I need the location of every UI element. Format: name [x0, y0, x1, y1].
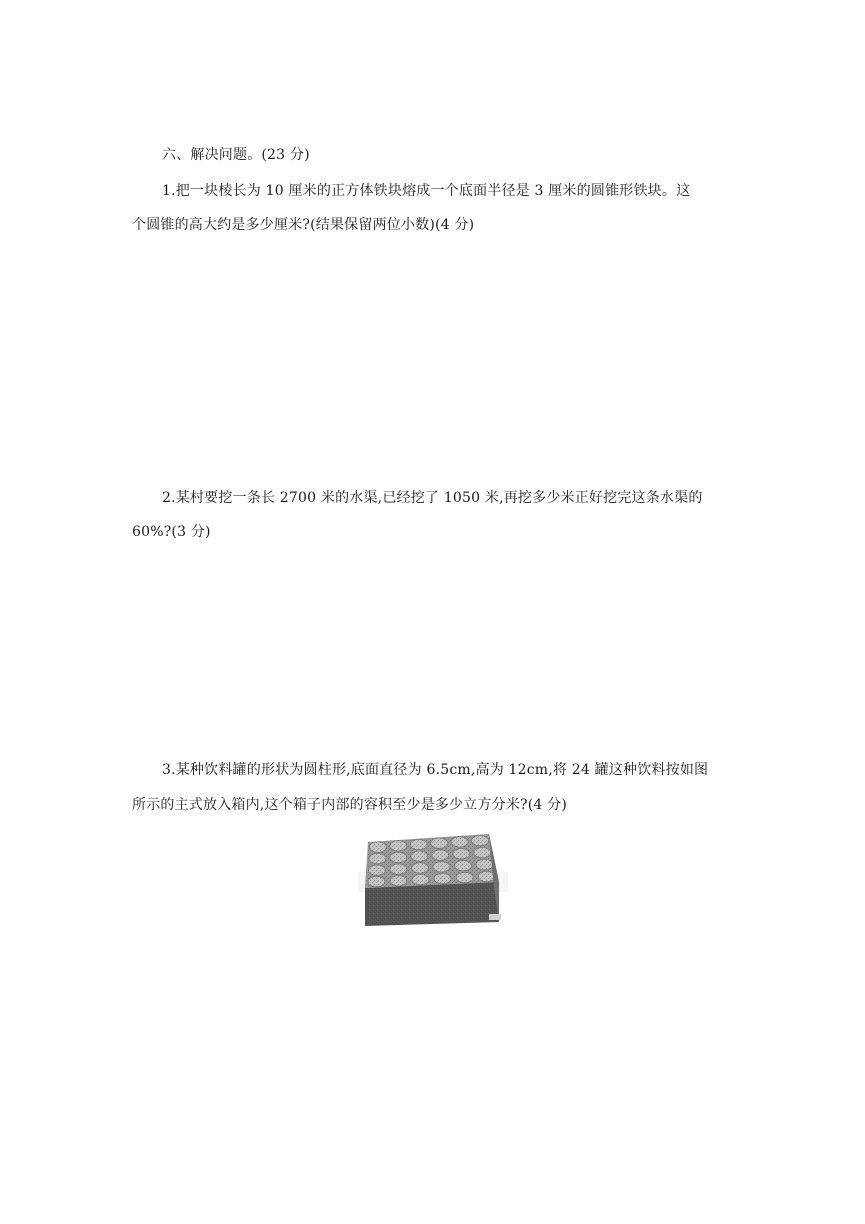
box-illustration: [358, 828, 508, 930]
section-title: 六、解决问题。(23 分): [162, 147, 310, 163]
question-1-line-2: 个圆锥的高大约是多少厘米?(结果保留两位小数)(4 分): [132, 217, 475, 233]
question-3-line-1: 3.某种饮料罐的形状为圆柱形,底面直径为 6.5cm,高为 12cm,将 24 罐这种饮料按如图: [162, 762, 709, 778]
question-2-line-1: 2.某村要挖一条长 2700 米的水渠,已经挖了 1050 米,再挖多少米正好挖完这条水渠的: [162, 490, 703, 506]
question-2-line-2: 60%?(3 分): [132, 524, 211, 540]
box-of-cans-figure: [358, 828, 508, 930]
question-3-line-2: 所示的主式放入箱内,这个箱子内部的容积至少是多少立方分米?(4 分): [132, 797, 568, 813]
question-1-line-1: 1.把一块棱长为 10 厘米的正方体铁块熔成一个底面半径是 3 厘米的圆锥形铁块。这: [162, 183, 691, 199]
box-top-texture: [365, 834, 499, 888]
box-front-texture: [365, 882, 499, 926]
figure-corner-mark: [489, 914, 501, 920]
